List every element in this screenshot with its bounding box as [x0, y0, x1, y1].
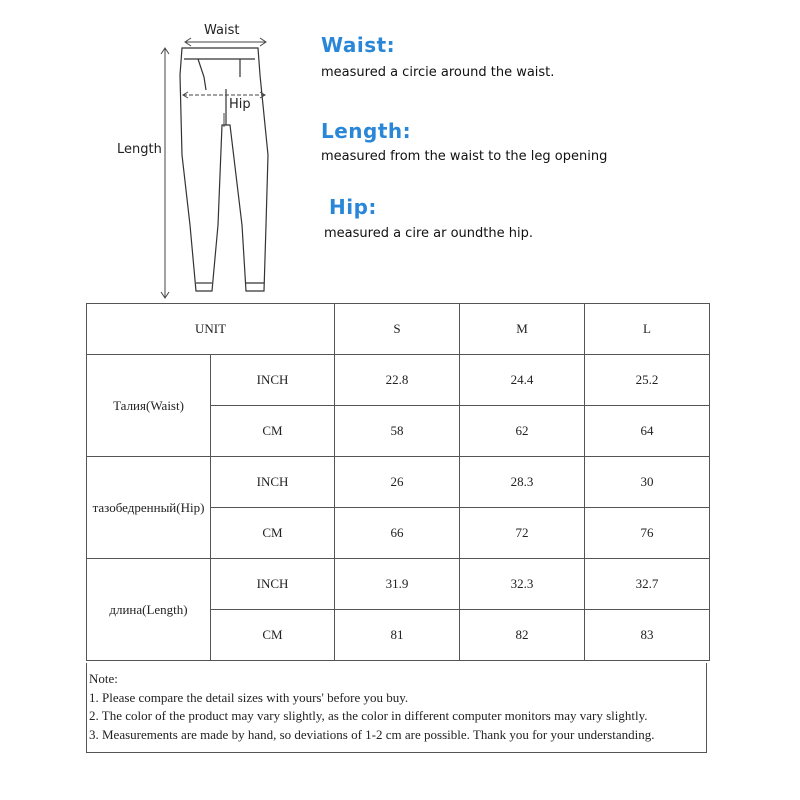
row-label-hip: тазобедренный(Hip)	[87, 457, 211, 559]
table-cell: 66	[335, 508, 460, 559]
table-cell: 72	[460, 508, 585, 559]
table-cell: 22.8	[335, 355, 460, 406]
table-cell: 81	[335, 610, 460, 661]
note-item: 1. Please compare the detail sizes with yours' before you buy.	[89, 689, 409, 705]
hip-label: Hip	[229, 97, 251, 112]
table-cell: 24.4	[460, 355, 585, 406]
table-cell: 83	[585, 610, 710, 661]
note-item: 2. The color of the product may vary slightly, as the color in different computer monitors may vary slightly.	[89, 708, 648, 723]
length-arrow	[161, 48, 169, 298]
hip-definition-text: measured a cire ar oundthe hip.	[324, 226, 533, 241]
waist-definition-title: Waist:	[321, 33, 396, 57]
table-cell: 25.2	[585, 355, 710, 406]
table-cell: 30	[585, 457, 710, 508]
table-cell: 32.3	[460, 559, 585, 610]
row-label-waist: Талия(Waist)	[87, 355, 211, 457]
table-cell: 62	[460, 406, 585, 457]
hip-definition-title: Hip:	[329, 195, 377, 219]
table-cell: 76	[585, 508, 710, 559]
header-size-m: M	[460, 304, 585, 355]
pants-outline-illustration	[100, 15, 300, 305]
unit-cm: CM	[211, 508, 335, 559]
notes-box	[86, 663, 707, 753]
length-label: Length	[117, 142, 162, 157]
length-definition-title: Length:	[321, 119, 412, 143]
waist-label: Waist	[204, 23, 240, 38]
table-cell: 32.7	[585, 559, 710, 610]
unit-inch: INCH	[211, 457, 335, 508]
waist-arrow	[185, 38, 266, 46]
waist-definition-text: measured a circie around the waist.	[321, 65, 555, 80]
row-label-length: длина(Length)	[87, 559, 211, 661]
table-header-row	[87, 304, 710, 355]
length-definition-text: measured from the waist to the leg opening	[321, 149, 608, 164]
table-row	[87, 559, 710, 610]
table-cell: 64	[585, 406, 710, 457]
pants-shape	[180, 48, 268, 291]
table-cell: 28.3	[460, 457, 585, 508]
note-item: 3. Measurements are made by hand, so deviations of 1-2 cm are possible. Thank you for your understanding.	[89, 726, 655, 742]
table-cell: 58	[335, 406, 460, 457]
pants-diagram	[100, 15, 300, 305]
hip-arrow	[183, 92, 265, 127]
header-size-s: S	[335, 304, 460, 355]
unit-cm: CM	[211, 610, 335, 661]
table-cell: 26	[335, 457, 460, 508]
table-row	[87, 457, 710, 508]
size-chart-table	[86, 303, 710, 661]
notes-heading: Note:	[89, 671, 118, 686]
table-cell: 82	[460, 610, 585, 661]
table-row	[87, 355, 710, 406]
unit-inch: INCH	[211, 559, 335, 610]
header-unit: UNIT	[87, 304, 335, 355]
header-size-l: L	[585, 304, 710, 355]
unit-inch: INCH	[211, 355, 335, 406]
table-cell: 31.9	[335, 559, 460, 610]
unit-cm: CM	[211, 406, 335, 457]
